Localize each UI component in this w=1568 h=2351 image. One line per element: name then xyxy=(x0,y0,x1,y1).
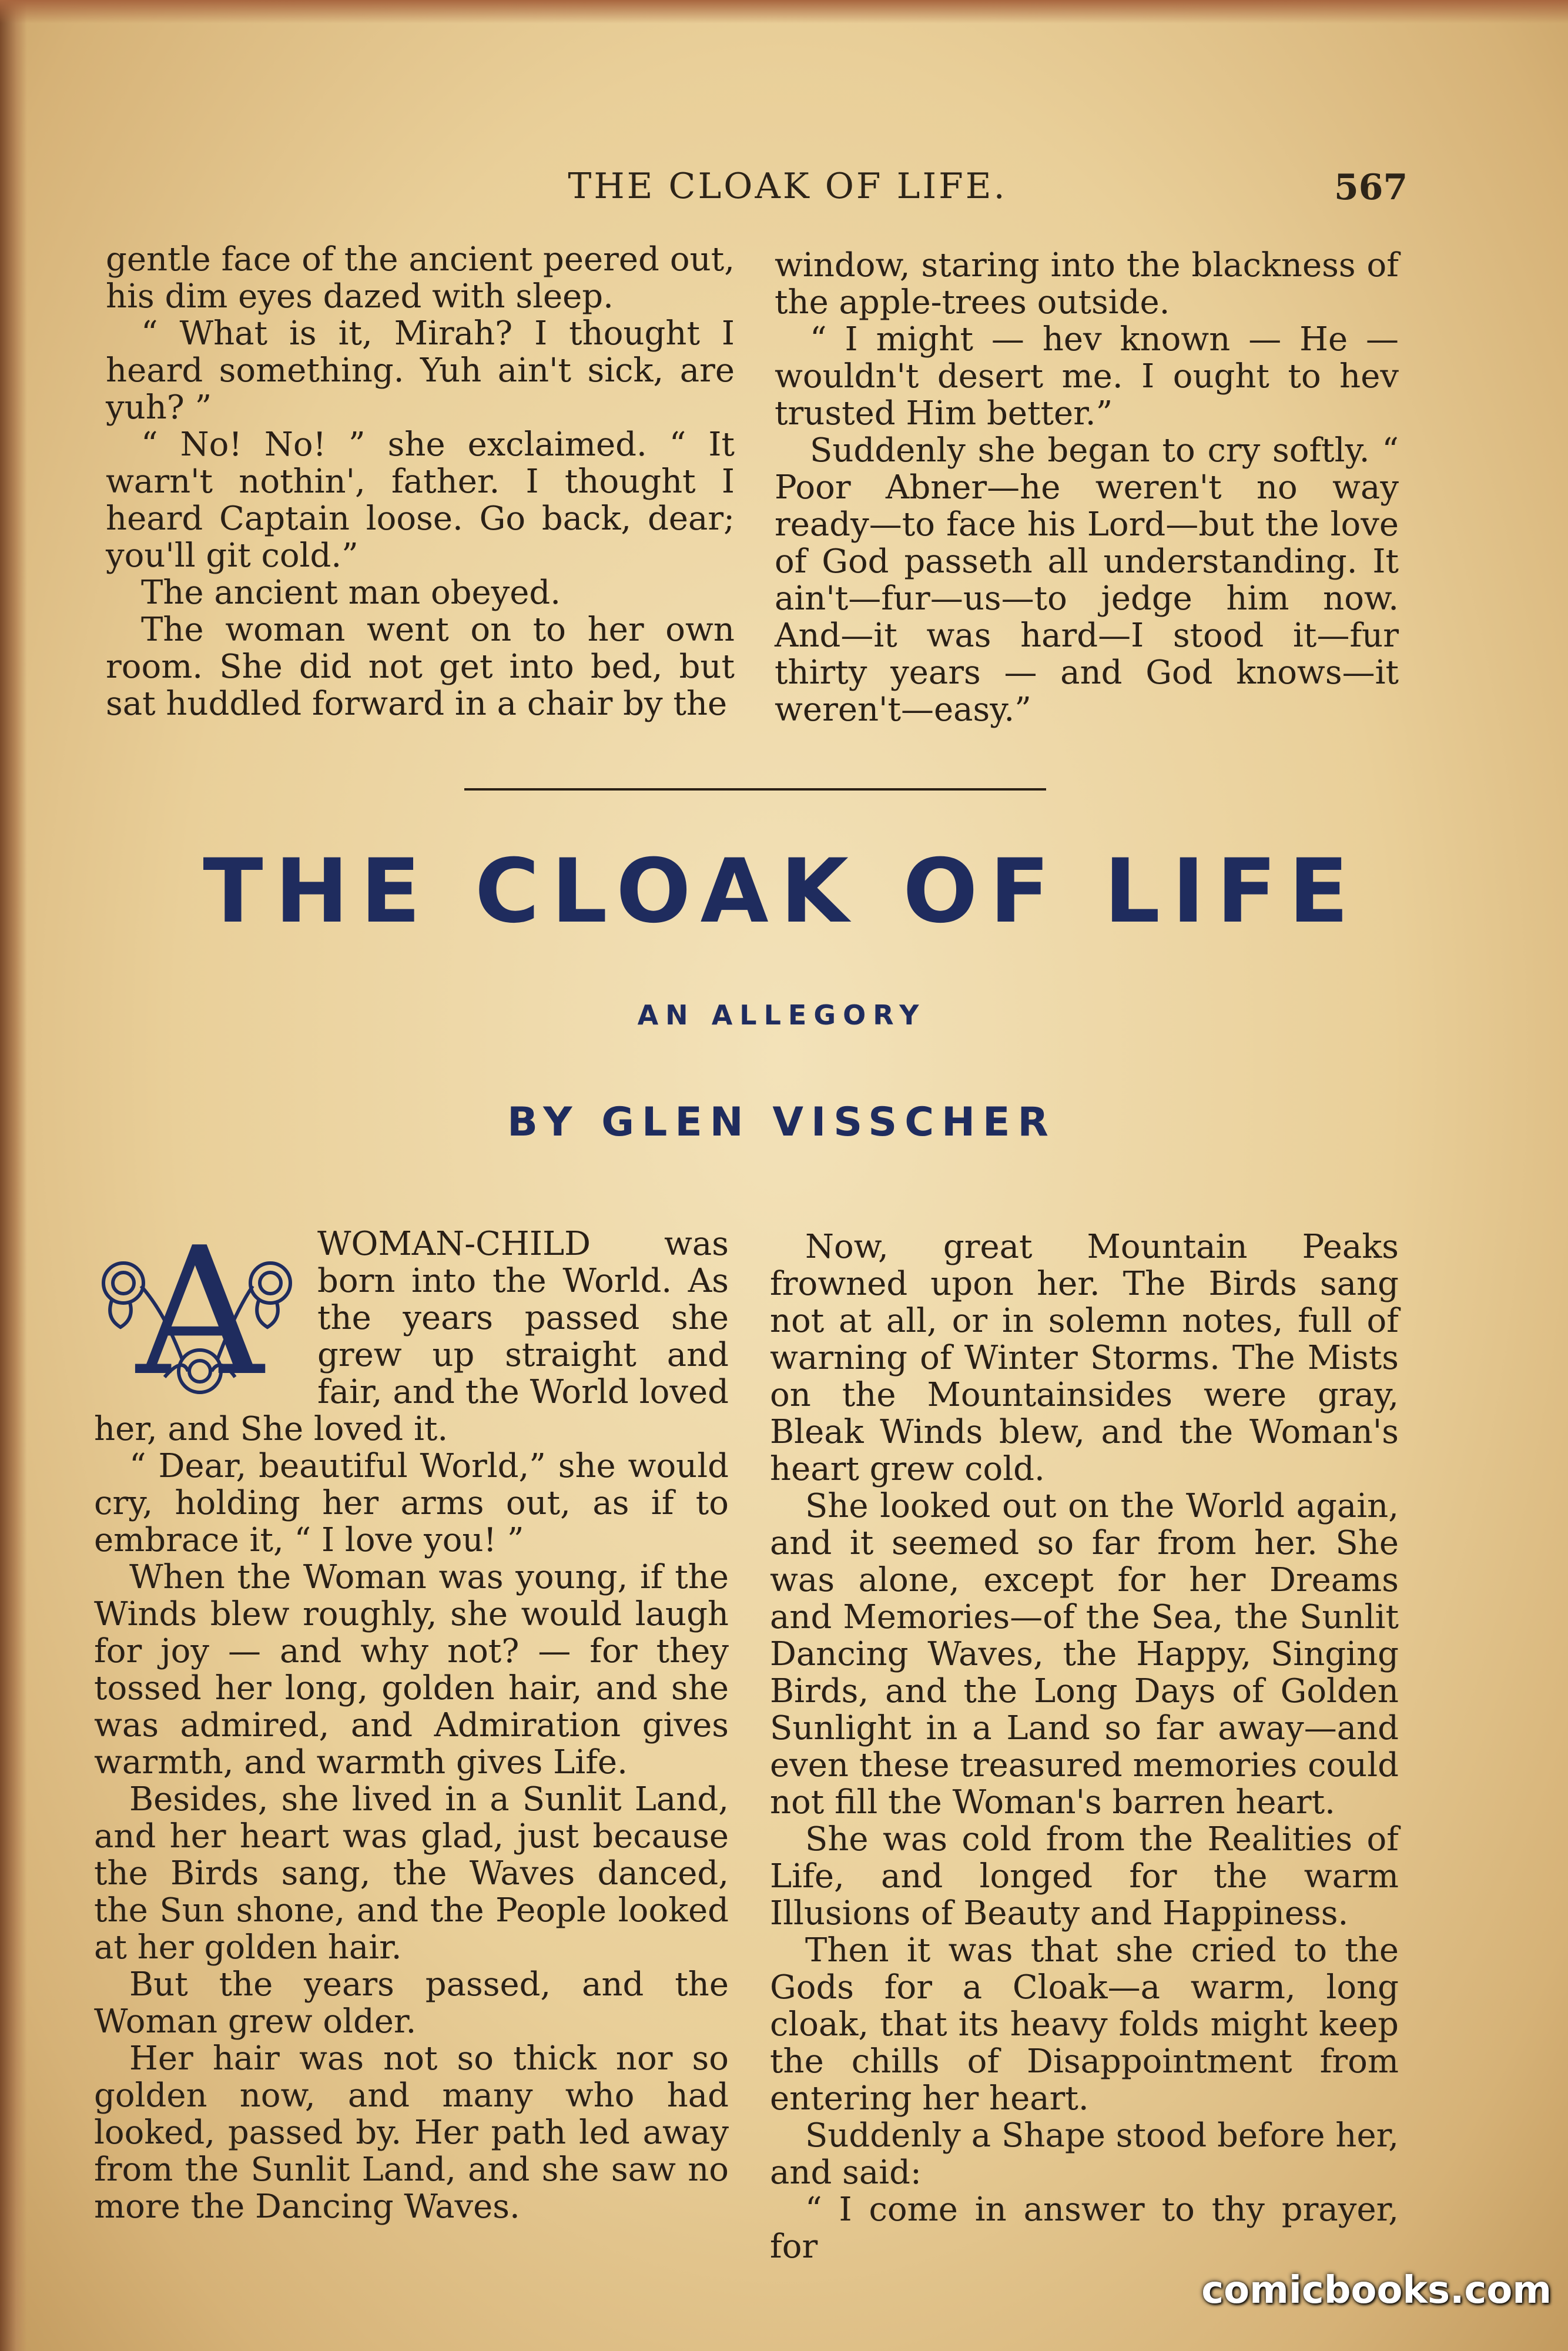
page-edge-top xyxy=(0,0,1568,24)
previous-story-left-column xyxy=(106,241,735,722)
paragraph: The woman went on to her own room. She did not get into bed, but sat huddled forward in a chair by the xyxy=(106,611,735,723)
story-right-column xyxy=(770,1228,1399,2265)
paragraph: “ I might — hev known — He — wouldn't desert me. I ought to hev trusted Him better.” xyxy=(775,320,1399,433)
paragraph: But the years passed, and the Woman grew older. xyxy=(94,1965,729,2041)
paragraph: Now, great Mountain Peaks frowned upon her. The Birds sang not at all, or in solemn notes, full of warning of Winter Storms. The Mists on the Mountainsides were gray, Bleak Winds blew, and the Woman's heart grew cold. xyxy=(770,1228,1399,1488)
paragraph: “ What is it, Mirah? I thought I heard something. Yuh ain't sick, are yuh? ” xyxy=(106,314,735,427)
page-edge xyxy=(0,0,27,2351)
paragraph: The ancient man obeyed. xyxy=(141,574,561,612)
paragraph: “ Dear, beautiful World,” she would cry, holding her arms out, as if to embrace it, “ I love you! ” xyxy=(94,1447,729,1559)
paragraph: She was cold from the Realities of Life, and longed for the warm Illusions of Beauty and Happiness. xyxy=(770,1820,1399,1933)
paragraph: window, staring into the blackness of the apple-trees outside. xyxy=(775,246,1399,321)
paragraph: Her hair was not so thick nor so golden now, and many who had looked, passed by. Her path led away from the Sunlit Land, and she saw no more the Dancing Waves. xyxy=(94,2039,729,2226)
drop-cap-letter: A xyxy=(136,1210,264,1415)
page-number: 567 xyxy=(1334,167,1408,208)
section-divider xyxy=(464,788,1046,791)
paragraph: Suddenly a Shape stood before her, and said: xyxy=(770,2116,1399,2192)
story-byline: BY GLEN VISSCHER xyxy=(507,1099,1056,1146)
story-left-column xyxy=(94,1210,729,2226)
previous-story-right-column xyxy=(775,247,1399,728)
story-subtitle: AN ALLEGORY xyxy=(637,999,926,1031)
paragraph: gentle face of the ancient peered out, his dim eyes dazed with sleep. xyxy=(106,240,735,316)
drop-cap xyxy=(94,1210,306,1415)
running-head: THE CLOAK OF LIFE. xyxy=(568,166,1007,207)
story-title: THE CLOAK OF LIFE xyxy=(203,840,1361,943)
paragraph: Then it was that she cried to the Gods for a Cloak—a warm, long cloak, that its heavy folds might keep the chills of Disappointment from entering her heart. xyxy=(770,1931,1399,2118)
paragraph: Suddenly she began to cry softly. “ Poor Abner—he weren't no way ready—to face his Lord—but the love of God passeth all understanding. It ain't—fur—us—to jedge him now. And—it was hard—I stood it—fur thirty years — and God knows—it weren't—easy.” xyxy=(775,431,1399,729)
paragraph: Besides, she lived in a Sunlit Land, and her heart was glad, just because the Birds sang, the Waves danced, the Sun shone, and the People looked at her golden hair. xyxy=(94,1780,729,1967)
paragraph: “ No! No! ” she exclaimed. “ It warn't nothin', father. I thought I heard Captain loose. Go back, dear; you'll git cold.” xyxy=(106,426,735,575)
paragraph: “ I come in answer to thy prayer, for xyxy=(770,2191,1399,2266)
paragraph: WOMAN-CHILD was born into the World. As the years passed she grew up straight and fair, and the World loved her, and She loved it. xyxy=(94,1225,729,1448)
paragraph: When the Woman was young, if the Winds blew roughly, she would laugh for joy — and why not? — for they tossed her long, golden hair, and she was admired, and Admiration gives warmth, and warmth gives Life. xyxy=(94,1558,729,1781)
site-watermark: comicbooks.com xyxy=(1201,2269,1552,2312)
paragraph: She looked out on the World again, and it seemed so far from her. She was alone, except for her Dreams and Memories—of the Sea, the Sunlit Dancing Waves, the Happy, Singing Birds, and the Long Days of Golden Sunlight in a Land so far away—and even these treasured memories could not fill the Woman's barren heart. xyxy=(770,1487,1399,1821)
